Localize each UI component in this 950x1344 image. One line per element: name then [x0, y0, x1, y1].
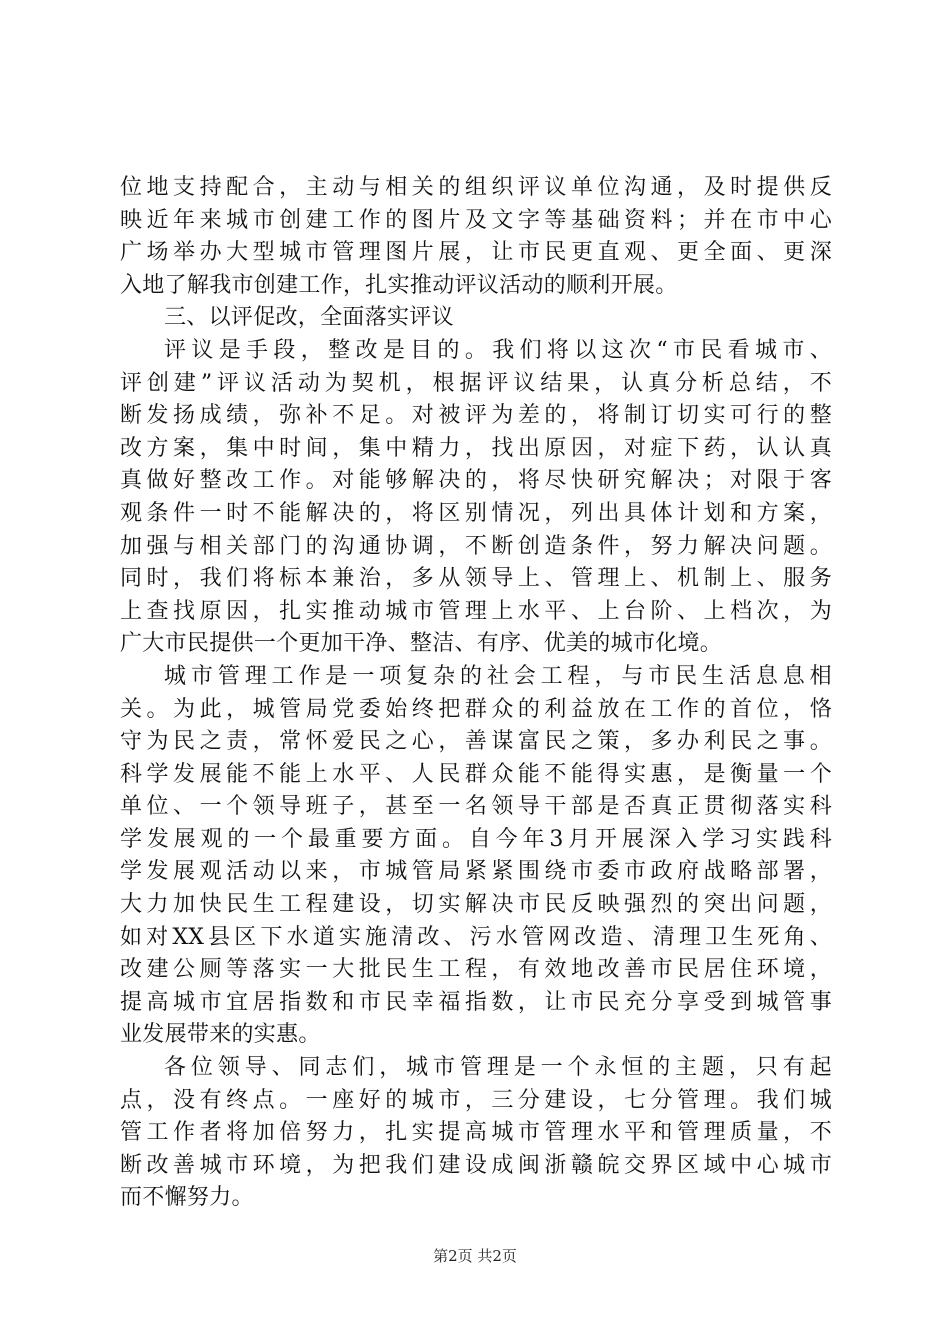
text-line: 断发扬成绩，弥补不足。对被评为差的，将制订切实可行的整: [120, 403, 832, 429]
text-line: 观条件一时不能解决的，将区别情况，列出具体计划和方案，: [120, 500, 832, 526]
text-line: 映近年来城市创建工作的图片及文字等基础资料；并在市中心: [120, 207, 832, 233]
document-body: [120, 172, 832, 1215]
text-line: 大力加快民生工程建设，切实解决市民反映强烈的突出问题，: [120, 892, 832, 918]
text-line: 业发展带来的实惠。: [120, 1022, 321, 1048]
text-line: 广场举办大型城市管理图片展，让市民更直观、更全面、更深: [120, 240, 832, 266]
text-line: 而不懈努力。: [120, 1185, 254, 1211]
text-line: 城市管理工作是一项复杂的社会工程，与市民生活息息相: [164, 663, 832, 689]
text-line: 评议是手段，整改是目的。我们将以这次“市民看城市、: [164, 337, 832, 363]
text-line: 断改善城市环境，为把我们建设成闽浙赣皖交界区域中心城市: [120, 1152, 832, 1178]
text-line: 关。为此，城管局党委始终把群众的利益放在工作的首位，恪: [120, 696, 832, 722]
text-line: 学发展观的一个最重要方面。自今年3月开展深入学习实践科: [120, 826, 832, 852]
text-line: 管工作者将加倍努力，扎实提高城市管理水平和管理质量，不: [120, 1120, 832, 1146]
page-number-label: 第2页 共2页: [433, 1247, 517, 1265]
text-line: 上查找原因，扎实推动城市管理上水平、上台阶、上档次，为: [120, 598, 832, 624]
text-line: 点，没有终点。一座好的城市，三分建设，七分管理。我们城: [120, 1087, 832, 1113]
page-footer: [0, 1245, 950, 1266]
text-line: 守为民之责，常怀爱民之心，善谋富民之策，多办利民之事。: [120, 729, 832, 755]
text-line: 如对XX县区下水道实施清改、污水管网改造、清理卫生死角、: [120, 924, 832, 950]
text-line: 提高城市宜居指数和市民幸福指数，让市民充分享受到城管事: [120, 989, 832, 1015]
text-line: 评创建”评议活动为契机，根据评议结果，认真分析总结，不: [120, 370, 832, 396]
text-line: 改建公厕等落实一大批民生工程，有效地改善市民居住环境，: [120, 957, 832, 983]
text-line: 单位、一个领导班子，甚至一名领导干部是否真正贯彻落实科: [120, 794, 832, 820]
text-line: 真做好整改工作。对能够解决的，将尽快研究解决；对限于客: [120, 468, 832, 494]
text-line: 科学发展能不能上水平、人民群众能不能得实惠，是衡量一个: [120, 761, 832, 787]
text-line: 改方案，集中时间，集中精力，找出原因，对症下药，认认真: [120, 435, 832, 461]
section-heading: 三、以评促改，全面落实评议: [164, 305, 454, 331]
text-line: 入地了解我市创建工作，扎实推动评议活动的顺利开展。: [120, 272, 678, 298]
text-line: 同时，我们将标本兼治，多从领导上、管理上、机制上、服务: [120, 566, 832, 592]
text-line: 广大市民提供一个更加干净、整洁、有序、优美的城市化境。: [120, 631, 723, 657]
text-line: 学发展观活动以来，市城管局紧紧围绕市委市政府战略部署，: [120, 859, 832, 885]
text-line: 加强与相关部门的沟通协调，不断创造条件，努力解决问题。: [120, 533, 832, 559]
text-line: 位地支持配合，主动与相关的组织评议单位沟通，及时提供反: [120, 175, 832, 200]
text-line: 各位领导、同志们，城市管理是一个永恒的主题，只有起: [164, 1055, 832, 1081]
